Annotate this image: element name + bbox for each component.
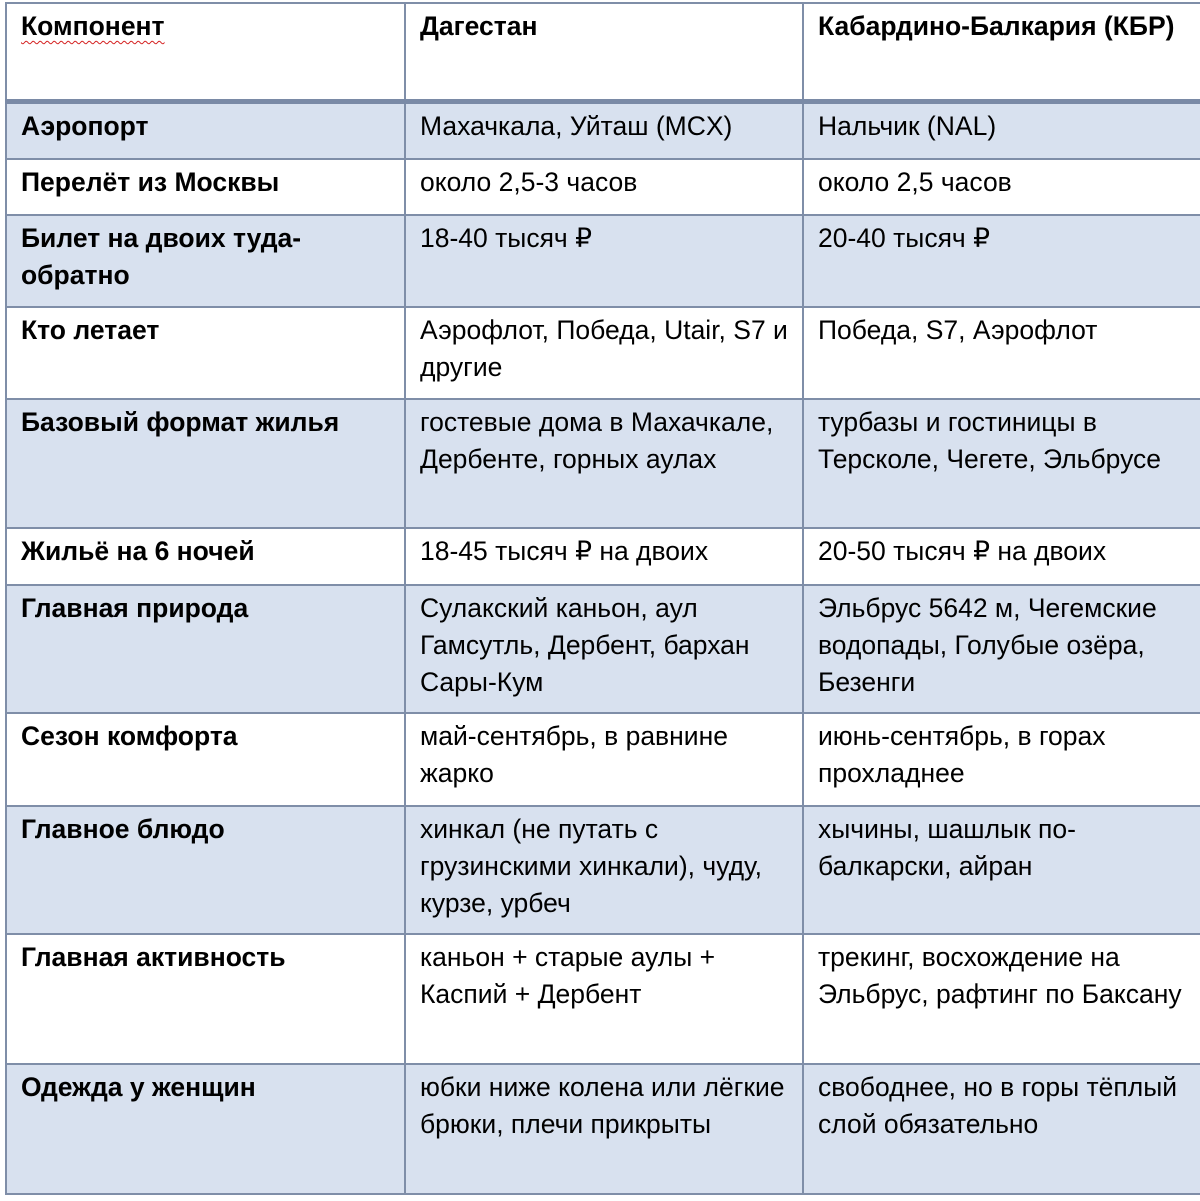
table-body — [6, 102, 1200, 1194]
kbr-cell: хычины, шашлык по-балкарски, айран — [803, 806, 1200, 934]
row-label: Сезон комфорта — [6, 713, 405, 806]
kbr-cell: Нальчик (NAL) — [803, 102, 1200, 159]
kbr-cell: Эльбрус 5642 м, Чегемские водопады, Голубые озёра, Безенги — [803, 585, 1200, 713]
table-row — [6, 934, 1200, 1064]
kbr-cell: трекинг, восхождение на Эльбрус, рафтинг по Баксану — [803, 934, 1200, 1064]
dagestan-cell: около 2,5-3 часов — [405, 159, 803, 215]
row-label: Одежда у женщин — [6, 1064, 405, 1194]
table-row — [6, 307, 1200, 399]
comparison-table — [5, 2, 1200, 1195]
table-row — [6, 215, 1200, 307]
row-label: Главная активность — [6, 934, 405, 1064]
table-header — [6, 3, 1200, 102]
header-component — [6, 3, 405, 102]
dagestan-cell: хинкал (не путать с грузинскими хинкали), чуду, курзе, урбеч — [405, 806, 803, 934]
dagestan-cell: гостевые дома в Махачкале, Дербенте, горных аулах — [405, 399, 803, 528]
dagestan-cell: каньон + старые аулы + Каспий + Дербент — [405, 934, 803, 1064]
header-row — [6, 3, 1200, 102]
kbr-cell: июнь-сентябрь, в горах прохладнее — [803, 713, 1200, 806]
header-kbr: Кабардино-Балкария (КБР) — [803, 3, 1200, 102]
table-row — [6, 528, 1200, 585]
dagestan-cell: 18-45 тысяч ₽ на двоих — [405, 528, 803, 585]
kbr-cell: свободнее, но в горы тёплый слой обязательно — [803, 1064, 1200, 1194]
table-row — [6, 159, 1200, 215]
row-label: Главная природа — [6, 585, 405, 713]
kbr-cell: Победа, S7, Аэрофлот — [803, 307, 1200, 399]
kbr-cell: 20-40 тысяч ₽ — [803, 215, 1200, 307]
table-row — [6, 806, 1200, 934]
dagestan-cell: май-сентябрь, в равнине жарко — [405, 713, 803, 806]
header-component-text: Компонент — [21, 11, 165, 41]
row-label: Главное блюдо — [6, 806, 405, 934]
row-label: Перелёт из Москвы — [6, 159, 405, 215]
table-row — [6, 713, 1200, 806]
header-dagestan: Дагестан — [405, 3, 803, 102]
table-row — [6, 1064, 1200, 1194]
kbr-cell: 20-50 тысяч ₽ на двоих — [803, 528, 1200, 585]
kbr-cell: около 2,5 часов — [803, 159, 1200, 215]
table-row — [6, 399, 1200, 528]
table-row — [6, 585, 1200, 713]
kbr-cell: турбазы и гостиницы в Терсколе, Чегете, Эльбрусе — [803, 399, 1200, 528]
dagestan-cell: Аэрофлот, Победа, Utair, S7 и другие — [405, 307, 803, 399]
row-label: Жильё на 6 ночей — [6, 528, 405, 585]
table-row — [6, 102, 1200, 159]
row-label: Билет на двоих туда-обратно — [6, 215, 405, 307]
row-label: Кто летает — [6, 307, 405, 399]
dagestan-cell: юбки ниже колена или лёгкие брюки, плечи прикрыты — [405, 1064, 803, 1194]
row-label: Аэропорт — [6, 102, 405, 159]
row-label: Базовый формат жилья — [6, 399, 405, 528]
dagestan-cell: Сулакский каньон, аул Гамсутль, Дербент, бархан Сары-Кум — [405, 585, 803, 713]
dagestan-cell: Махачкала, Уйташ (MCX) — [405, 102, 803, 159]
dagestan-cell: 18-40 тысяч ₽ — [405, 215, 803, 307]
